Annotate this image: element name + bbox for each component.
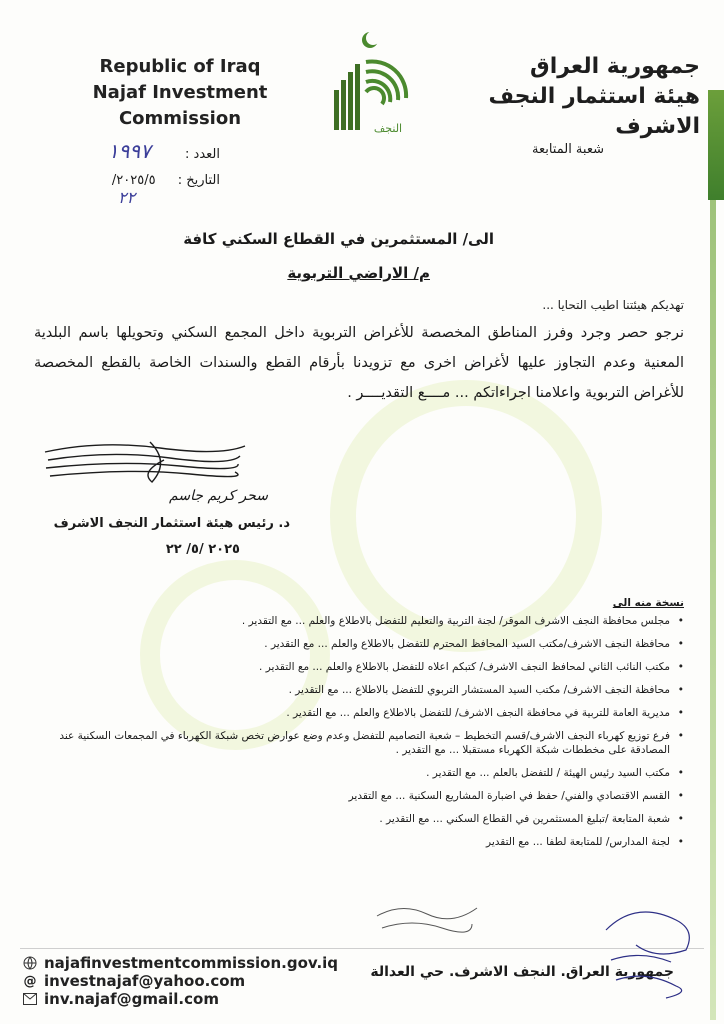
copy-item: • مكتب السيد رئيس الهيئة / للتفضل بالعلم ... مع التقدير . [44,766,684,780]
copies-list [44,614,684,858]
email-row [22,990,338,1008]
copy-item: • مجلس محافظة النجف الاشرف الموقر/ لجنة التربية والتعليم للتفضل بالاطلاع والعلم ... مع التقدير . [44,614,684,628]
footer-contacts [22,954,338,1008]
commission-logo [326,28,410,138]
header-country-en: Republic of Iraq [99,56,261,77]
copy-item: • مكتب النائب الثاني لمحافظ النجف الاشرف/ كتبكم اعلاه للتفضل بالاطلاع والعلم ... مع التقدير . [44,660,684,674]
date-day-handwritten: ٢٢ [118,188,136,207]
footer-address: جمهورية العراق. النجف الاشرف. حي العدالة [370,964,674,980]
email-link[interactable]: investnajaf@yahoo.com [44,972,246,990]
copy-item: • شعبة المتابعة /تبليغ المستثمرين في القطاع السكني ... مع التقدير . [44,812,684,826]
copy-item: • فرع توزيع كهرباء النجف الاشرف/قسم التخطيط – شعبة التصاميم للتفضل وعدم وضع عوارض تخص شبكة الكهرباء في المجمعات السكنية عند المصادقة على مخططات شبكة الكهرباء مستقبلا ... مع التقدير . [44,729,684,757]
arabic-header [400,52,700,142]
reference-number [40,140,220,166]
email-row [22,972,338,990]
watermark [330,380,602,652]
globe-icon [22,955,38,971]
copies-heading: نسخة منه الى [612,597,684,609]
department-label: شعبة المتابعة [531,142,604,157]
copy-item: • محافظة النجف الاشرف/ مكتب السيد المستشار التربوي للتفضل بالاطلاع ... مع التقدير . [44,683,684,697]
header-commission-en: Najaf Investment Commission [92,82,268,129]
english-header [40,54,320,132]
body-paragraph: نرجو حصر وجرد وفرز المناطق المخصصة للأغراض التربوية داخل المجمع السكني وتحويلها باسم البلدية المعنية وعدم التجاوز عليها لأغراض اخرى مع تزويدنا بأرقام القطع والسندات الخاصة بالقطع المخصصة للأغراض التربوية واعلامنا اجراءاتكم ... مــــع التقديــــر . [34,325,684,401]
envelope-icon [22,991,38,1007]
website-row [22,954,338,972]
email-link[interactable]: inv.najaf@gmail.com [44,990,219,1008]
header-commission-ar: هيئة استثمار النجف الاشرف [488,84,700,139]
decorative-bar [710,200,716,1020]
signature-date: ٢٠٢٥ /٥/ ٢٢ [165,542,240,557]
copy-item: • محافظة النجف الاشرف/مكتب السيد المحافظ المحترم للتفضل بالاطلاع والعلم ... مع التقدير . [44,637,684,651]
addressee-to: الى/ المستثمرين في القطاع السكني كافة [183,230,494,248]
signatory-name: سحر كريم جاسم [169,488,268,504]
stamp-scribble [596,900,706,1006]
signature-scribble [40,432,250,492]
at-icon: @ [23,973,37,989]
header-country-ar: جمهورية العراق [530,54,700,79]
date-label: التاريخ : [177,173,220,188]
copy-item: • لجنة المدارس/ للمتابعة لطفا ... مع التقدير [44,835,684,849]
signatory-title: د. رئيس هيئة استثمار النجف الاشرف [53,516,290,531]
greeting: تهديكم هيئتنا اطيب التحايا ... [542,298,684,312]
subject-line: م/ الاراضي التربوية [287,264,430,282]
number-value: ١٩٩٧ [107,139,151,163]
decorative-bar-top [708,90,724,200]
date-value: ٢٠٢٥/٥/ [111,173,156,188]
number-label: العدد : [185,147,220,162]
copy-item: • القسم الاقتصادي والفني/ حفظ في اضبارة المشاريع السكنية ... مع التقدير [44,789,684,803]
website-link[interactable]: najafinvestmentcommission.gov.iq [44,954,339,972]
initials-scribble [372,898,482,938]
logo-text: النجف [373,122,403,135]
copy-item: • مديرية العامة للتربية في محافظة النجف الاشرف/ للتفضل بالاطلاع والعلم ... مع التقدير . [44,706,684,720]
